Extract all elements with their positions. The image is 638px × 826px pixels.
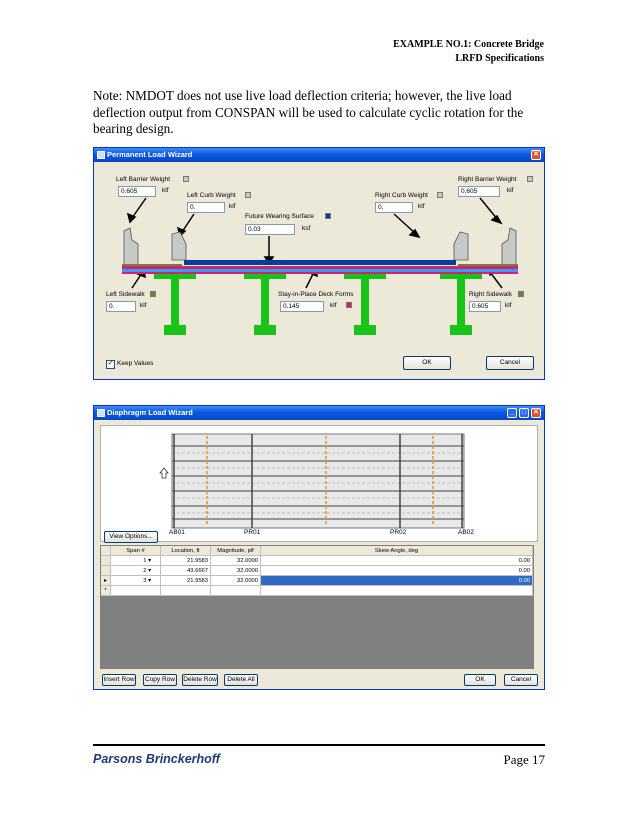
page-header bbox=[393, 38, 544, 66]
location-cell[interactable]: 43.6667 bbox=[161, 566, 211, 576]
right-barrier-label: Right Barrier Weight bbox=[458, 176, 517, 183]
left-curb-unit: klf bbox=[229, 203, 236, 210]
ok-button[interactable]: OK bbox=[403, 356, 451, 370]
sip-unit: klf bbox=[330, 302, 337, 309]
left-sidewalk-unit: klf bbox=[140, 302, 147, 309]
sip-swatch bbox=[346, 302, 352, 308]
skew-cell[interactable]: 0.00 bbox=[261, 566, 533, 576]
left-curb-field[interactable]: 0. bbox=[187, 202, 225, 213]
left-barrier-field[interactable]: 0.605 bbox=[118, 186, 156, 197]
ok-button[interactable]: OK bbox=[464, 674, 496, 686]
fws-field[interactable]: 0.03 bbox=[245, 224, 295, 235]
right-barrier-field[interactable]: 0.605 bbox=[458, 186, 500, 197]
span-value: 1 bbox=[143, 558, 147, 564]
left-barrier-label: Left Barrier Weight bbox=[116, 176, 171, 183]
chevron-down-icon[interactable]: ▾ bbox=[148, 558, 151, 564]
grid-header-row bbox=[101, 546, 533, 556]
framing-plan bbox=[94, 406, 546, 546]
bridge-cross-section bbox=[94, 148, 546, 381]
maximize-icon[interactable]: □ bbox=[519, 408, 529, 418]
view-options-button[interactable]: View Options... bbox=[104, 531, 158, 543]
row-selector[interactable] bbox=[101, 566, 111, 576]
left-curb-label: Left Curb Weight bbox=[187, 192, 236, 199]
close-icon[interactable]: ✕ bbox=[531, 150, 541, 160]
skew-cell[interactable] bbox=[261, 586, 533, 596]
delete-row-button[interactable]: Delete Row bbox=[182, 674, 218, 686]
table-row[interactable] bbox=[101, 556, 533, 566]
insert-row-button[interactable]: Insert Row bbox=[102, 674, 136, 686]
minimize-icon[interactable]: _ bbox=[507, 408, 517, 418]
cancel-button[interactable]: Cancel bbox=[486, 356, 534, 370]
support-label-pr01: PR01 bbox=[244, 529, 261, 536]
left-sidewalk-field[interactable]: 0. bbox=[106, 301, 136, 312]
footer-company: Parsons Brinckerhoff bbox=[93, 752, 220, 766]
span-value: 3 bbox=[143, 578, 147, 584]
support-label-pr02: PR02 bbox=[390, 529, 407, 536]
magnitude-cell[interactable] bbox=[211, 586, 261, 596]
keep-values-checkbox[interactable]: ✓ bbox=[107, 360, 114, 367]
skew-cell[interactable]: 0.00 bbox=[261, 556, 533, 566]
diaphragm-grid bbox=[100, 545, 534, 669]
right-barrier-unit: klf bbox=[507, 187, 514, 194]
right-curb-field[interactable]: 0. bbox=[375, 202, 413, 213]
diaphragm-load-wizard bbox=[93, 405, 545, 690]
location-cell[interactable]: 21.9583 bbox=[161, 556, 211, 566]
left-sidewalk-swatch bbox=[150, 291, 156, 297]
new-row-marker: * bbox=[101, 586, 111, 596]
column-header-span[interactable]: Span # bbox=[111, 546, 161, 556]
magnitude-cell[interactable]: 32.0000 bbox=[211, 556, 261, 566]
fws-unit: ksf bbox=[302, 225, 311, 232]
new-row[interactable] bbox=[101, 586, 533, 596]
magnitude-cell[interactable]: 32.0000 bbox=[211, 566, 261, 576]
right-curb-unit: klf bbox=[418, 203, 425, 210]
fws-label: Future Wearing Surface bbox=[245, 213, 314, 220]
support-label-ab02: AB02 bbox=[458, 529, 474, 536]
window-title: Permanent Load Wizard bbox=[107, 150, 193, 159]
chevron-down-icon[interactable]: ▾ bbox=[148, 568, 151, 574]
location-cell[interactable] bbox=[161, 586, 211, 596]
permanent-load-wizard bbox=[93, 147, 545, 380]
sip-field[interactable]: 0.145 bbox=[280, 301, 324, 312]
span-cell[interactable] bbox=[111, 556, 161, 566]
right-sidewalk-label: Right Sidewalk bbox=[469, 291, 512, 298]
right-sidewalk-swatch bbox=[518, 291, 524, 297]
cancel-button[interactable]: Cancel bbox=[504, 674, 538, 686]
window-title: Diaphragm Load Wizard bbox=[107, 408, 193, 417]
row-selector[interactable] bbox=[101, 556, 111, 566]
keep-values-label: Keep Values bbox=[117, 360, 154, 367]
sip-label: Stay-in-Place Deck Forms bbox=[278, 291, 354, 298]
span-cell[interactable] bbox=[111, 586, 161, 596]
skew-cell[interactable]: 0.00 bbox=[261, 576, 533, 586]
span-cell[interactable] bbox=[111, 576, 161, 586]
left-barrier-unit: klf bbox=[162, 187, 169, 194]
column-header-skew[interactable]: Skew Angle, deg bbox=[261, 546, 533, 556]
left-sidewalk-label: Left Sidewalk bbox=[106, 291, 145, 298]
span-value: 2 bbox=[143, 568, 147, 574]
close-icon[interactable]: ✕ bbox=[531, 408, 541, 418]
chevron-down-icon[interactable]: ▾ bbox=[148, 578, 151, 584]
delete-all-button[interactable]: Delete All bbox=[224, 674, 258, 686]
table-row[interactable] bbox=[101, 566, 533, 576]
footer-rule bbox=[93, 744, 545, 746]
note-paragraph: Note: NMDOT does not use live load deflection criteria; however, the live load deflection output from CONSPAN will be used to calculate cyclic rotation for the bearing design. bbox=[93, 88, 524, 136]
support-label-ab01: AB01 bbox=[169, 529, 185, 536]
magnitude-cell[interactable]: 32.0000 bbox=[211, 576, 261, 586]
page-number: Page 17 bbox=[503, 752, 545, 767]
copy-row-button[interactable]: Copy Row bbox=[143, 674, 177, 686]
right-sidewalk-unit: klf bbox=[505, 302, 512, 309]
table-row-selected[interactable] bbox=[101, 576, 533, 586]
location-cell[interactable]: 21.9583 bbox=[161, 576, 211, 586]
right-curb-label: Right Curb Weight bbox=[375, 192, 428, 199]
right-sidewalk-field[interactable]: 0.605 bbox=[469, 301, 501, 312]
current-row-arrow-icon[interactable]: ▸ bbox=[101, 576, 111, 586]
header-title: EXAMPLE NO.1: Concrete Bridge bbox=[393, 39, 544, 50]
row-selector-header bbox=[101, 546, 111, 556]
column-header-location[interactable]: Location, ft bbox=[161, 546, 211, 556]
column-header-magnitude[interactable]: Magnitude, plf bbox=[211, 546, 261, 556]
header-subtitle: LRFD Specifications bbox=[455, 53, 544, 64]
span-cell[interactable] bbox=[111, 566, 161, 576]
